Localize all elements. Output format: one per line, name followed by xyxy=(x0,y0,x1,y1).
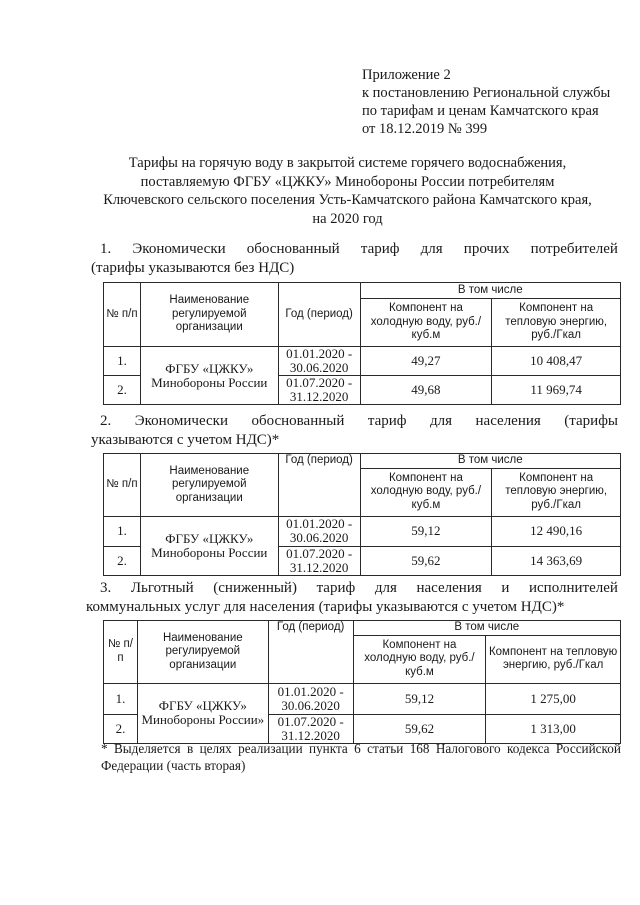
heading-word: и xyxy=(501,580,510,596)
heading-word: Экономически xyxy=(134,413,228,429)
header-cold-water: Компонент на холодную воду, руб./куб.м xyxy=(353,635,486,683)
heading-word: Льготный xyxy=(130,580,194,596)
header-period: Год (период) xyxy=(278,283,360,347)
document-title xyxy=(90,154,605,228)
section-heading-line xyxy=(100,579,618,598)
tariff-table-3 xyxy=(103,620,621,744)
cold-water-value: 49,27 xyxy=(360,347,492,376)
heading-word: кодекса xyxy=(507,741,550,756)
period-start: 01.01.2020 - xyxy=(277,683,344,699)
section-heading-line xyxy=(100,240,618,259)
heat-energy-value: 11 969,74 xyxy=(492,376,621,405)
heat-energy-value: 12 490,16 xyxy=(492,516,621,546)
period-end: 31.12.2020 xyxy=(289,389,349,404)
period-end: 31.12.2020 xyxy=(281,727,340,743)
header-number: № п/п xyxy=(104,621,138,684)
title-line: поставляемую ФГБУ «ЦЖКУ» Минобороны России потребителям xyxy=(140,173,555,190)
header-cold-water: Компонент на холодную воду, руб./куб.м xyxy=(360,299,492,347)
heading-word: статьи xyxy=(367,741,404,756)
heading-word: обоснованный xyxy=(246,241,340,257)
heading-word: тариф xyxy=(316,580,356,596)
title-line: Ключевского сельского поселения Усть-Камчатского района Камчатского края, xyxy=(103,192,592,208)
heading-word: для xyxy=(374,580,397,596)
row-period xyxy=(268,714,353,743)
heading-word: тариф xyxy=(360,241,400,257)
organization-name: ФГБУ «ЦЖКУ» Минобороны России xyxy=(140,516,278,575)
table-row xyxy=(104,347,621,376)
row-period xyxy=(278,376,360,405)
heading-word: пункта xyxy=(309,741,348,756)
heading-word: 2. xyxy=(100,413,112,429)
heading-word: тариф xyxy=(367,413,407,429)
header-heat-energy: Компонент на тепловую энергию, руб./Гкал xyxy=(486,635,621,683)
period-start: 01.01.2020 - xyxy=(286,346,353,361)
row-number: 1. xyxy=(104,347,141,376)
heading-word: Выделяется xyxy=(114,741,181,756)
title-line: на 2020 год xyxy=(312,210,383,227)
heading-word: реализации xyxy=(238,741,303,756)
period-start: 01.01.2020 - xyxy=(286,516,353,531)
heading-word: потребителей xyxy=(530,241,618,257)
footnote-line: Федерации (часть вторая) xyxy=(101,758,246,773)
section-heading-line: коммунальных услуг для населения (тарифы указываются с учетом НДС)* xyxy=(86,598,565,615)
footnote-line xyxy=(101,740,621,757)
header-including: В том числе xyxy=(360,454,620,469)
organization-name: ФГБУ «ЦЖКУ» Минобороны России» xyxy=(137,683,268,743)
period-start: 01.07.2020 - xyxy=(286,545,353,561)
header-including: В том числе xyxy=(360,283,620,299)
section-1-heading xyxy=(91,240,618,277)
table-row xyxy=(104,683,621,714)
heading-word: (тарифы xyxy=(564,413,618,429)
period-end: 31.12.2020 xyxy=(289,559,349,575)
heat-energy-value: 1 275,00 xyxy=(486,683,621,714)
heading-word: Российской xyxy=(555,741,621,756)
row-period xyxy=(278,347,360,376)
heading-word: Налогового xyxy=(435,741,501,756)
heading-word: для xyxy=(420,241,443,257)
header-organization: Наименование регулируемой организации xyxy=(137,621,268,684)
cold-water-value: 59,12 xyxy=(353,683,486,714)
heading-word: Экономически xyxy=(132,241,226,257)
heat-energy-value: 10 408,47 xyxy=(492,347,621,376)
cold-water-value: 59,62 xyxy=(360,546,492,575)
row-period xyxy=(278,546,360,575)
section-heading-line xyxy=(100,412,618,431)
header-heat-energy: Компонент на тепловую энергию, руб./Гкал xyxy=(492,468,621,516)
header-number: № п/п xyxy=(104,454,141,517)
section-3-heading xyxy=(86,579,618,616)
header-period: Год (период) xyxy=(278,454,360,517)
heading-word: в xyxy=(186,741,194,756)
period-start: 01.07.2020 - xyxy=(277,713,344,729)
heading-word: прочих xyxy=(463,241,510,257)
appendix-line: к постановлению Региональной службы xyxy=(362,85,611,101)
appendix-line: Приложение 2 xyxy=(362,67,451,83)
row-number: 2. xyxy=(104,546,141,575)
period-end: 30.06.2020 xyxy=(289,530,349,545)
section-2-heading xyxy=(91,412,618,449)
row-period xyxy=(278,516,360,546)
header-heat-energy: Компонент на тепловую энергию, руб./Гкал xyxy=(492,299,621,347)
heading-word: для xyxy=(430,413,453,429)
heading-word: * xyxy=(101,741,108,756)
heading-word: населения xyxy=(475,413,541,429)
organization-name: ФГБУ «ЦЖКУ» Минобороны России xyxy=(140,347,278,405)
heat-energy-value: 14 363,69 xyxy=(492,546,621,575)
heading-word: целях xyxy=(199,741,232,756)
heat-energy-value: 1 313,00 xyxy=(486,714,621,743)
header-period: Год (период) xyxy=(268,621,353,684)
heading-word: населения xyxy=(416,580,482,596)
heading-word: обоснованный xyxy=(251,413,345,429)
row-number: 1. xyxy=(104,683,138,714)
header-organization: Наименование регулируемой организации xyxy=(140,283,278,347)
appendix-line: от 18.12.2019 № 399 xyxy=(362,121,488,137)
section-heading-line: (тарифы указываются без НДС) xyxy=(91,259,295,276)
tariff-table-2 xyxy=(103,453,621,576)
heading-word: 1. xyxy=(100,241,112,257)
header-number: № п/п xyxy=(104,283,141,347)
header-including: В том числе xyxy=(353,621,620,636)
heading-word: 168 xyxy=(409,741,430,756)
row-period xyxy=(268,683,353,714)
appendix-header xyxy=(362,66,610,138)
row-number: 2. xyxy=(104,714,138,743)
heading-word: 3. xyxy=(100,580,112,596)
period-start: 01.07.2020 - xyxy=(286,375,353,390)
heading-word: (сниженный) xyxy=(213,580,297,596)
header-organization: Наименование регулируемой организации xyxy=(140,454,278,517)
period-end: 30.06.2020 xyxy=(289,360,349,375)
cold-water-value: 59,12 xyxy=(360,516,492,546)
section-heading-line: указываются с учетом НДС)* xyxy=(91,431,280,448)
tariff-table-1 xyxy=(103,282,621,405)
title-line: Тарифы на горячую воду в закрытой системе горячего водоснабжения, xyxy=(128,155,567,171)
row-number: 1. xyxy=(104,516,141,546)
cold-water-value: 59,62 xyxy=(353,714,486,743)
period-end: 30.06.2020 xyxy=(281,697,340,713)
heading-word: исполнителей xyxy=(529,580,618,596)
footnote xyxy=(101,740,621,774)
header-cold-water: Компонент на холодную воду, руб./куб.м xyxy=(360,468,492,516)
heading-word: 6 xyxy=(354,741,361,756)
table-row xyxy=(104,516,621,546)
row-number: 2. xyxy=(104,376,141,405)
appendix-line: по тарифам и ценам Камчатского края xyxy=(362,103,599,119)
cold-water-value: 49,68 xyxy=(360,376,492,405)
